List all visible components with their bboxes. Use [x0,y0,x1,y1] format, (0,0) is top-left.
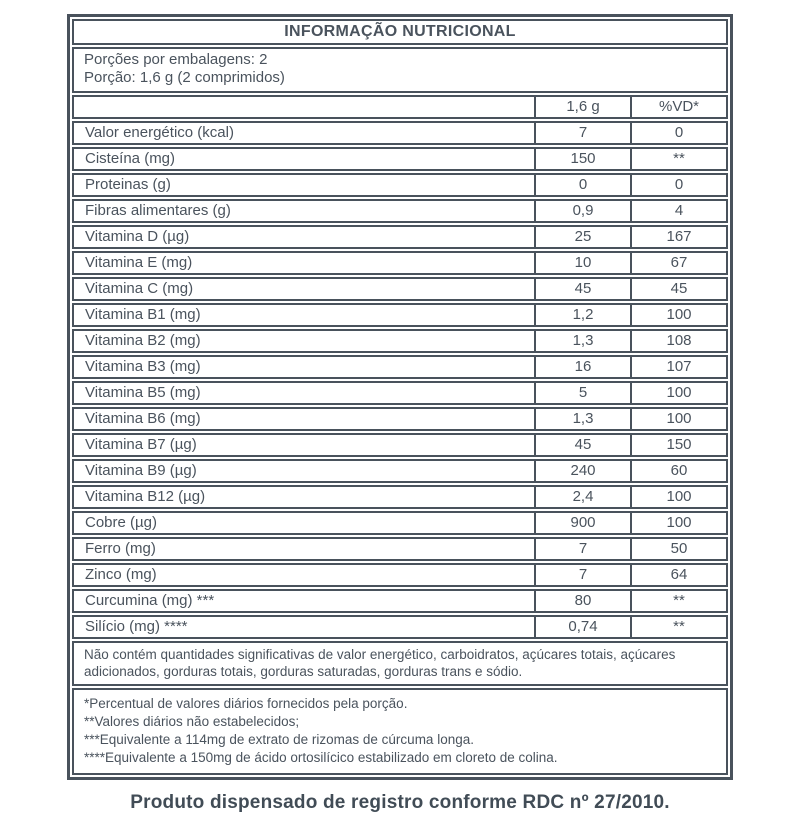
column-header-row [72,95,728,119]
nutrient-dv: 67 [630,253,726,273]
nutrient-amount: 16 [534,357,630,377]
nutrient-dv: 107 [630,357,726,377]
nutrient-dv: 45 [630,279,726,299]
nutrient-label: Cisteína (mg) [85,150,176,168]
nutrition-facts-table [67,14,733,780]
nutrient-amount: 5 [534,383,630,403]
nutrient-label: Valor energético (kcal) [85,124,234,142]
nutrient-dv: ** [630,591,726,611]
nutrient-amount: 240 [534,461,630,481]
nutrient-label: Vitamina B12 (µg) [85,488,206,506]
footnote: ****Equivalente a 150mg de ácido ortosilícico estabilizado em cloreto de colina. [84,749,558,765]
nutrient-amount: 7 [534,565,630,585]
nutrient-label: Fibras alimentares (g) [85,202,231,220]
nutrient-amount: 150 [534,149,630,169]
nutrient-amount: 80 [534,591,630,611]
nutrient-dv: 108 [630,331,726,351]
nutrient-dv: 60 [630,461,726,481]
table-row [72,355,728,379]
nutrient-label: Proteinas (g) [85,176,171,194]
nutrient-label: Vitamina B5 (mg) [85,384,201,402]
footnote: *Percentual de valores diários fornecidos pela porção. [84,696,408,712]
nutrient-label: Cobre (µg) [85,514,157,532]
table-row [72,615,728,639]
nutrient-dv: 150 [630,435,726,455]
serving-size: Porção: 1,6 g (2 comprimidos) [84,69,285,87]
nutrient-dv: 50 [630,539,726,559]
footnote: ***Equivalente a 114mg de extrato de rizomas de cúrcuma longa. [84,731,474,747]
table-row [72,277,728,301]
table-row [72,225,728,249]
nutrient-dv: 100 [630,383,726,403]
servings-per-package: Porções por embalagens: 2 [84,51,268,68]
nutrient-dv: 4 [630,201,726,221]
nutrient-label: Vitamina B9 (µg) [85,462,197,480]
no-significant-amounts-note: Não contém quantidades significativas de valor energético, carboidratos, açúcares totais, açúcares adicionados, gorduras totais, gorduras saturadas, gorduras trans e sódio. [72,641,728,687]
table-row [72,147,728,171]
nutrient-amount: 45 [534,435,630,455]
nutrient-amount: 0,74 [534,617,630,637]
table-row [72,433,728,457]
table-title: INFORMAÇÃO NUTRICIONAL [72,19,728,45]
table-row [72,329,728,353]
table-row [72,511,728,535]
nutrient-dv: 100 [630,305,726,325]
table-row [72,381,728,405]
nutrient-label: Vitamina E (mg) [85,254,193,272]
nutrient-label: Zinco (mg) [85,566,157,584]
nutrient-dv: 100 [630,513,726,533]
header-label-spacer [74,97,534,117]
table-row [72,485,728,509]
servings-box [72,47,728,93]
nutrient-amount: 0,9 [534,201,630,221]
table-row [72,121,728,145]
registration-caption: Produto dispensado de registro conforme RDC nº 27/2010. [130,792,670,814]
nutrient-label: Ferro (mg) [85,540,156,558]
nutrient-dv: 0 [630,175,726,195]
nutrient-label: Vitamina C (mg) [85,280,194,298]
table-row [72,563,728,587]
column-header-amount: 1,6 g [534,97,630,117]
table-row [72,459,728,483]
nutrient-dv: 0 [630,123,726,143]
nutrient-amount: 7 [534,123,630,143]
table-row [72,589,728,613]
nutrient-dv: ** [630,617,726,637]
table-row [72,199,728,223]
table-row [72,407,728,431]
table-row [72,173,728,197]
nutrient-label: Vitamina B1 (mg) [85,306,201,324]
nutrient-label: Silício (mg) **** [85,618,188,636]
nutrient-amount: 1,3 [534,331,630,351]
nutrient-amount: 2,4 [534,487,630,507]
nutrient-amount: 1,3 [534,409,630,429]
nutrient-amount: 0 [534,175,630,195]
nutrient-dv: 64 [630,565,726,585]
nutrient-amount: 900 [534,513,630,533]
nutrient-amount: 7 [534,539,630,559]
nutrient-label: Curcumina (mg) *** [85,592,215,610]
footnote: **Valores diários não estabelecidos; [84,713,300,729]
nutrient-label: Vitamina B7 (µg) [85,436,197,454]
nutrient-label: Vitamina B3 (mg) [85,358,201,376]
nutrient-dv: ** [630,149,726,169]
nutrient-label: Vitamina B2 (mg) [85,332,201,350]
footnotes-box [72,688,728,775]
table-row [72,251,728,275]
nutrient-label: Vitamina D (µg) [85,228,190,246]
nutrient-amount: 45 [534,279,630,299]
table-row [72,303,728,327]
nutrient-dv: 100 [630,409,726,429]
nutrient-dv: 100 [630,487,726,507]
nutrient-amount: 1,2 [534,305,630,325]
nutrient-amount: 25 [534,227,630,247]
table-row [72,537,728,561]
nutrient-amount: 10 [534,253,630,273]
column-header-dv: %VD* [630,97,726,117]
nutrient-label: Vitamina B6 (mg) [85,410,201,428]
nutrient-dv: 167 [630,227,726,247]
